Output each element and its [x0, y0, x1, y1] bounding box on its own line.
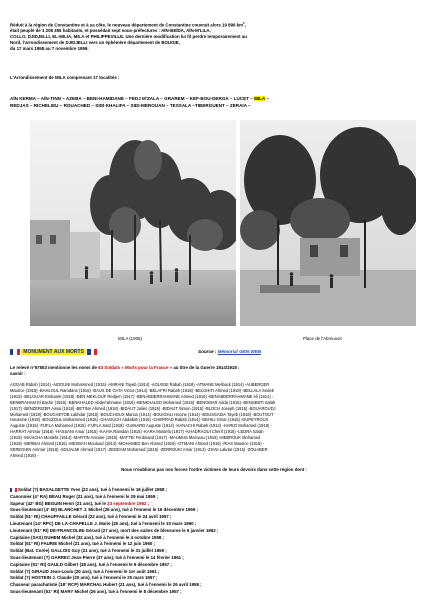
victims-intro: Nous n'oublions pas nos forces l'ordre victimes de leurs devoirs dans cette région dont : — [121, 467, 307, 472]
arrondissement-title: L'Arrondissement de MILA comprenant 17 localités : — [10, 75, 120, 80]
caption-place-abreuvoir: Place de l'Abreuvoir — [303, 336, 342, 341]
caption-mila-1906: MILA (1906) — [118, 336, 142, 341]
flag-france-icon — [10, 488, 17, 493]
soldiers-list — [10, 487, 418, 596]
names-line: SEREGHIN Ammar (1918) -SOUALMI Ahmed (1917) -ZEDDAM Mohamed (1916) -ZERROUKI Amar (1914) -ZIANI Lakdar (1916) -ZOUABER — [10, 446, 268, 452]
soldier-entry: Canonnier (4° RA) BEAU Roger (21 ans), tué à l'ennemi le 29 mai 1959 ; — [10, 493, 158, 499]
soldier-entry: Sapeur (42° BG) BEGUIN Henri (21 ans), tué le 23 septembre 1962 ; — [10, 500, 150, 506]
source-line: Source : Mémorial GEN WEB — [198, 349, 262, 354]
localities-list — [10, 96, 418, 109]
photo-place-abreuvoir — [240, 120, 416, 326]
soldier-entry: Soldat (51° RI) FAURIE Michel (21 ans), tué à l'ennemi le 12 juin 1960 ; — [10, 541, 156, 547]
soldier-entry: Soldat (?) HOSTEIN J. Claude (20 ans), tué à l'ennemi le 25 mars 1957 ; — [10, 575, 158, 581]
highlight-mila: MILA — [254, 96, 266, 101]
source-link[interactable]: Mémorial GEN WEB — [217, 349, 262, 354]
soldier-entry: Capitaine (SAS) DUHEM Michel (32 ans), tué à l'ennemi le 4 octobre 1958 ; — [10, 534, 165, 540]
soldier-entry: Lieutenant (51° RI) DE-FRANCOLINI Gérard (27 ans), mort des suites de blessures le 6 janvier 1962 ; — [10, 527, 219, 533]
intro-line-2: était peuplé de 1 208 355 habitants, et possédait sept sous-préfectures : AÏN-BEÏDA, AÏN-M'LILA, — [10, 28, 211, 34]
localities-line-1: AÏN KERMA – AÏN-TINN – AZEBA – BENI-HAMIDANE – FEDJ M'ZALA – GRAREM – KEF-BOU-DERGA – LUCET – MILA – — [10, 96, 269, 101]
names-line: AGGAB Rabah (1914) -AIDOUNI Mohammed (1915) -AMRANI Tayeb (1914) -AOUISSI Rabah (1918) -ATMANE Merback (1914) -AUBERGER — [10, 382, 270, 387]
names-line: BENBRAHAM El Bachir (1915) -BENKHALED Abderrahmane (1916) -BENKHALED Mohamed (1916) -BENOMAR Adda (1915) -BENSEBTI Salah — [10, 399, 276, 405]
soldats-count: 63 Soldats « Morts pour la France » — [98, 365, 173, 370]
monument-line — [10, 349, 418, 355]
names-line: HARRAT Ammar (1916) -HASSANI Amar (1915) -KAHIA Ramdan (1915) -KARA Mostefa (1917) -KHADRAOUI Cherif (1918) -LEDRA Saïah — [10, 429, 264, 435]
flag-france-icon — [10, 349, 20, 355]
intro-line-4: Nord, l'arrondissement de DJIDJELLI vers un éphémère département de BOUGIE, — [10, 39, 180, 45]
names-line: Mohamed (1918) -BOUCHETOB Lakhdar (1918) -BOUCHOUX Marius (1914) -BOUIGHLI Hocine (1914) -BOUSSADIA Tayeb (1918) -BOUTOUT — [10, 411, 274, 417]
intro-paragraph — [10, 21, 418, 51]
soldier-entry: Lieutenant (14° RPC) DE LA-CHAPELLE J. Marie (25 ans), tué à l'ennemi le 10 mars 1960 ; — [10, 520, 197, 526]
monument-aux-morts-label: MONUMENT AUX MORTS — [23, 349, 84, 355]
releve-paragraph: Le relevé n°57553 mentionne les noms de 63 Soldats « Morts pour la France » au titre de la Guerre 1914/1918 ; savoir : — [10, 365, 240, 376]
names-line: Houssine (1918) -BOUZOUL Mohammed (1916) -CHAOUCH Abdallah (1916) -CHERRAD Rabah (1914) -DEHILI Omar (1915) -DUPEYROUX — [10, 417, 269, 423]
intro-line-3: COLLO, DJIDJELLI, EL-MILIA, MILA et PHILIPPEVILLE. Une dernière modification lui fit perdre temporairement au — [10, 34, 247, 40]
soldier-entry: Sous-lieutenant (?) GARREC Jean-Pierre (37 ans), tué à l'ennemi le 14 février 1961 ; — [10, 554, 184, 560]
soldier-entry: Sous-lieutenant (51° RI) MARY Michel (26 ans), tué à l'ennemi le 8 décembre 1957 ; — [10, 588, 182, 594]
soldier-entry: Capitaine (51° RI) GAULD Gilbert (38 ans), tué à l'ennemi le 9 décembre 1957 ; — [10, 561, 172, 567]
localities-line-2: REDJAS – RICHELIEU – ROUACHED – SIDI-KHALIFA – SIDI-MEROUAN – TESSALA –TIBERGUENT – ZERAIA – — [10, 102, 251, 108]
photo-mila-1906 — [30, 120, 236, 326]
soldier-entry: Sous-lieutenant (4° BI) BLANCHET J. Michel (26 ans), tué à l'ennemi le 16 décembre 1959 ; — [10, 507, 198, 513]
soldier-entry: Chasseur parachutiste (18° RCP) MARCHAL Hubert (21 ans), tué à l'ennemi le 26 avril 1958 ; — [10, 582, 202, 588]
names-line: Auguste (1915) -FIJFLA Mohamed (1915) -FIJFLA Saïd (1918) -GUINARD Auguste (1914) -HANACHI Rabah (1914) -HARIZI Mohamed (1918) - — [10, 423, 272, 429]
names-line: (1918) -MAAICHA Mostefa (1914) -MARTIN Antoine (1915) -MATTEI Ferdinand (1917) -MAUMUS Marceau (1916) -MEBROUK Mohamed — [10, 435, 261, 441]
intro-line-5: du 17 mars 1958 au 7 novembre 1959. — [10, 45, 89, 51]
flag-france-icon — [87, 349, 97, 355]
intro-line-1: Réduit à la région de Constantine et à sa côte, le nouveau département de Constantine couvrait alors 19 899 $km^2$, — [10, 21, 246, 28]
soldier-entry: Soldat (?) GIRAUD Jean-Louis (20 ans), tué à l'ennemi le 1er août 1961 ; — [10, 568, 160, 574]
names-line: (1918) -MERBAI Ahmed (1915) -MESBAH Mouloud (1914) -MOHAMED Ben Ahmed (1916) -OTMANI Ahmed (1916) -RIAS Maurice (1916) - — [10, 441, 265, 447]
highlighted-date: 23 septembre 1962 — [107, 500, 147, 506]
names-line: Maurice (1918) -BAHLOUL Ramdane (1916) -BAUX DE GATA Victor (1914) -BELAFRI Rabah (1918) -BELGHITI Ahmed (1918) -BELLALA Sedek — [10, 387, 274, 393]
soldier-entry: Soldat (Bat. Corée) GALLOIS Guy (21 ans), tué à l'ennemi le 31 juillet 1959 ; — [10, 548, 167, 554]
names-line: (1917) -BENZERIZER Aissa (1918) -BETINA Ahmed (1918) -BIDAUT Julien (1915) -BIDAUT Simon (1915) -BLOCH Joseph (1915) -BOUAROUDJ — [10, 405, 276, 411]
names-list — [10, 382, 418, 459]
soldier-entry: Soldat (51° RI) CHAUFFAILLE Gérard (22 ans), tué à l'ennemi le 24 avril 1957 ; — [10, 514, 172, 520]
soldier-entry: Soldat (?) BASALGETTE Yves (22 ans), tué à l'ennemi le 16 juillet 1958 ; — [10, 487, 418, 494]
names-line: (1915) -BELOUAR Embarek (1918) -BEN MEKLOUF Redjem (1917) -BENABDERRAHMANE Ahmed (1916) -BENABDERRAHMANE Ali (1914) - — [10, 393, 274, 399]
names-line: Ahmed (1918) - — [10, 452, 39, 458]
